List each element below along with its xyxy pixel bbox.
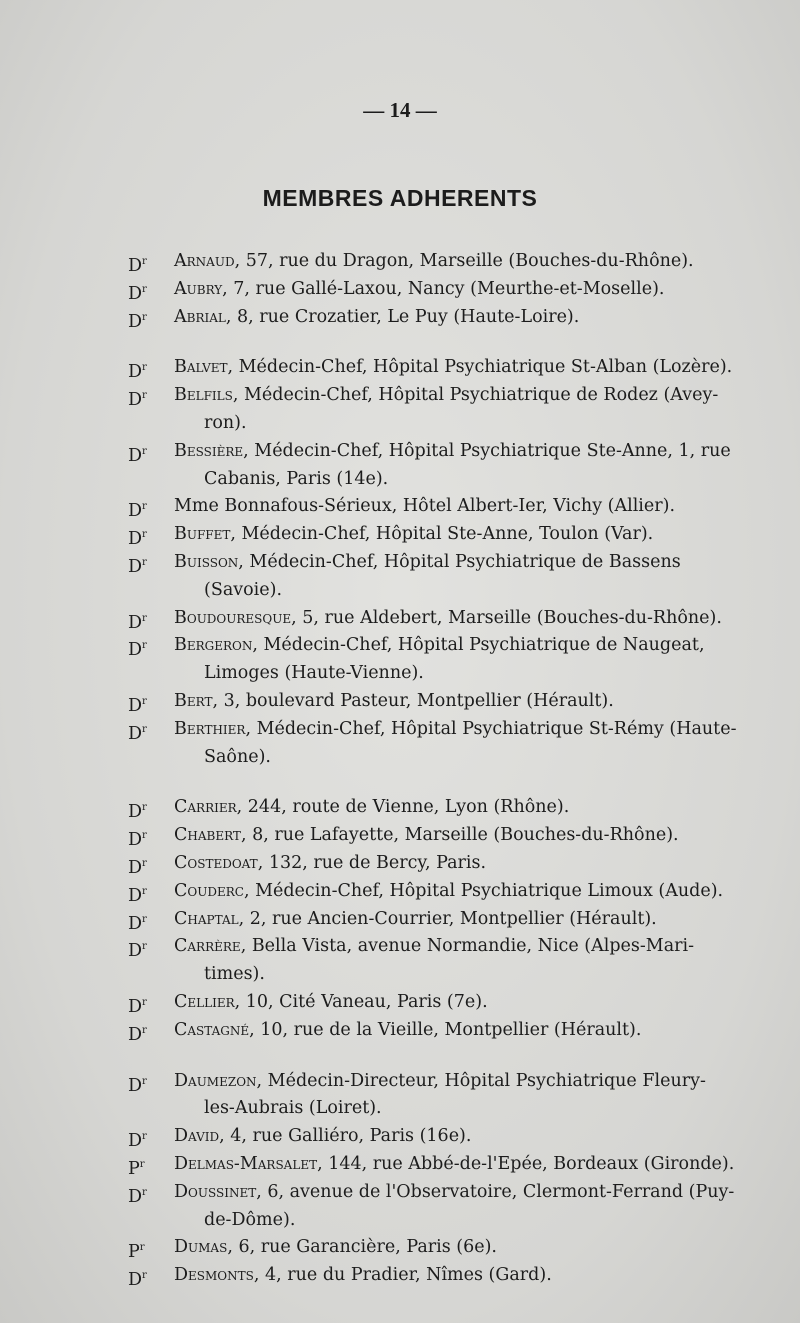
title-superscript: r bbox=[142, 612, 147, 624]
member-details: Mme Bonnafous-Sérieux, Hôtel Albert-Ier, Vichy (Allier). bbox=[174, 496, 676, 517]
member-details: , 2, rue Ancien-Courrier, Montpellier (Hérault). bbox=[238, 908, 657, 929]
title-letter: D bbox=[128, 283, 143, 304]
title-superscript: r bbox=[142, 362, 147, 374]
member-entry bbox=[128, 822, 758, 850]
member-name: Boudouresque bbox=[174, 607, 292, 628]
member-details-continued: Cabanis, Paris (14e). bbox=[204, 468, 389, 489]
member-name: Berthier bbox=[174, 718, 246, 739]
member-title bbox=[128, 304, 147, 337]
member-details-continued: (Savoie). bbox=[204, 579, 283, 600]
member-entry bbox=[128, 438, 758, 494]
title-superscript: r bbox=[142, 311, 147, 323]
member-entry bbox=[128, 933, 758, 989]
member-entry bbox=[128, 1123, 758, 1151]
title-superscript: r bbox=[142, 913, 147, 925]
member-title bbox=[128, 933, 147, 966]
title-superscript: r bbox=[142, 501, 147, 513]
title-letter: P bbox=[128, 1242, 140, 1263]
title-letter: D bbox=[128, 857, 143, 878]
title-superscript: r bbox=[142, 640, 147, 652]
member-entry bbox=[128, 989, 758, 1017]
member-entry bbox=[128, 1179, 758, 1235]
member-name: Buisson bbox=[174, 551, 239, 572]
title-superscript: r bbox=[142, 802, 147, 814]
member-details: , 8, rue Crozatier, Le Puy (Haute-Loire). bbox=[225, 306, 580, 327]
member-name: Castagné bbox=[174, 1019, 250, 1040]
page-number: — 14 — bbox=[363, 98, 437, 122]
member-title bbox=[128, 382, 147, 415]
member-entry bbox=[128, 1017, 758, 1045]
title-superscript: r bbox=[142, 1186, 147, 1198]
member-name: Balvet bbox=[174, 357, 228, 378]
title-letter: D bbox=[128, 695, 143, 716]
member-entry bbox=[128, 276, 758, 304]
member-group bbox=[128, 248, 758, 331]
member-entry bbox=[128, 354, 758, 382]
member-name: David bbox=[174, 1126, 220, 1147]
member-details: , Médecin-Chef, Hôpital Psychiatrique de Naugeat, bbox=[252, 635, 705, 656]
member-name: Doussinet bbox=[174, 1181, 257, 1202]
title-letter: D bbox=[128, 1075, 143, 1096]
member-name: Cellier bbox=[174, 991, 235, 1012]
title-letter: D bbox=[128, 529, 143, 549]
member-details-continued: Saône). bbox=[204, 746, 271, 767]
title-letter: D bbox=[128, 913, 143, 934]
member-group bbox=[128, 354, 758, 771]
member-details: , Médecin-Chef, Hôpital Psychiatrique de Rodez (Avey- bbox=[232, 385, 719, 406]
title-superscript: r bbox=[142, 996, 147, 1008]
member-entry bbox=[128, 1068, 758, 1124]
member-details: , 10, Cité Vaneau, Paris (7e). bbox=[234, 991, 488, 1012]
member-entry bbox=[128, 304, 758, 332]
member-details: , 244, route de Vienne, Lyon (Rhône). bbox=[236, 797, 570, 818]
member-entry bbox=[128, 716, 758, 772]
member-details: , 132, rue de Bercy, Paris. bbox=[257, 852, 487, 873]
title-letter: D bbox=[128, 255, 143, 276]
member-details: , 5, rue Aldebert, Marseille (Bouches-du-Rhône). bbox=[291, 607, 722, 628]
member-entry bbox=[128, 248, 758, 276]
title-letter: D bbox=[128, 723, 143, 744]
member-title bbox=[128, 1262, 147, 1295]
member-entry bbox=[128, 850, 758, 878]
title-superscript: r bbox=[142, 941, 147, 953]
member-name: Bert bbox=[174, 690, 213, 711]
member-entry bbox=[128, 1151, 758, 1179]
member-details: , 57, rue du Dragon, Marseille (Bouches-du-Rhône). bbox=[234, 251, 694, 271]
member-title bbox=[128, 1068, 147, 1101]
member-details-continued: les-Aubrais (Loiret). bbox=[204, 1098, 382, 1119]
member-details: , 8, rue Lafayette, Marseille (Bouches-du-Rhône). bbox=[240, 825, 679, 846]
member-title bbox=[128, 716, 147, 749]
member-entry bbox=[128, 794, 758, 822]
member-name: Couderc bbox=[174, 880, 244, 901]
member-title bbox=[128, 1179, 147, 1212]
member-details: , Médecin-Chef, Hôpital Psychiatrique St-Rémy (Haute- bbox=[245, 718, 737, 739]
title-letter: D bbox=[128, 996, 143, 1017]
member-entry bbox=[128, 605, 758, 633]
title-superscript: r bbox=[142, 390, 147, 402]
member-details: , 7, rue Gallé-Laxou, Nancy (Meurthe-et-Moselle). bbox=[222, 278, 665, 299]
member-details: , Médecin-Chef, Hôpital Ste-Anne, Toulon (Var). bbox=[230, 524, 654, 545]
member-group bbox=[128, 1068, 758, 1290]
member-title bbox=[128, 549, 147, 582]
member-details: , 10, rue de la Vieille, Montpellier (Hérault). bbox=[249, 1019, 642, 1040]
member-details: , Médecin-Chef, Hôpital Psychiatrique St-Alban (Lozère). bbox=[227, 357, 733, 378]
member-name: Chabert bbox=[174, 825, 241, 846]
member-entry bbox=[128, 521, 758, 549]
title-letter: D bbox=[128, 445, 143, 466]
member-details: , 3, boulevard Pasteur, Montpellier (Hérault). bbox=[212, 690, 614, 711]
member-details: , Médecin-Directeur, Hôpital Psychiatrique Fleury- bbox=[256, 1070, 706, 1091]
member-title bbox=[128, 632, 147, 665]
member-name: Daumezon bbox=[174, 1070, 257, 1091]
title-letter: D bbox=[128, 501, 143, 522]
title-superscript: r bbox=[142, 1075, 147, 1087]
title-letter: D bbox=[128, 829, 143, 850]
member-group bbox=[128, 794, 758, 1044]
member-entry bbox=[128, 1262, 758, 1290]
member-details-continued: de-Dôme). bbox=[204, 1209, 296, 1230]
member-details: , 6, avenue de l'Observatoire, Clermont-Ferrand (Puy- bbox=[256, 1181, 735, 1202]
title-letter: D bbox=[128, 556, 143, 577]
title-superscript: r bbox=[139, 1242, 145, 1254]
title-letter: D bbox=[128, 612, 143, 633]
title-superscript: r bbox=[142, 830, 147, 842]
member-details: , 4, rue Galliéro, Paris (16e). bbox=[219, 1126, 472, 1147]
member-entry bbox=[128, 688, 758, 716]
member-details: , Médecin-Chef, Hôpital Psychiatrique Ste-Anne, 1, rue bbox=[243, 440, 731, 461]
member-details-continued: ron). bbox=[204, 412, 247, 433]
title-superscript: r bbox=[142, 857, 147, 869]
member-name: Dumas bbox=[174, 1237, 228, 1258]
member-entry bbox=[128, 1234, 758, 1262]
title-letter: D bbox=[128, 640, 143, 661]
member-list bbox=[128, 248, 758, 1313]
member-title bbox=[128, 1017, 147, 1050]
member-name: Buffet bbox=[174, 524, 231, 545]
title-letter: D bbox=[128, 1130, 143, 1151]
member-entry bbox=[128, 906, 758, 934]
member-name: Chaptal bbox=[174, 908, 239, 929]
title-superscript: r bbox=[142, 885, 147, 897]
member-name: Bessière bbox=[174, 440, 244, 461]
member-details: , 144, rue Abbé-de-l'Epée, Bordeaux (Gironde). bbox=[317, 1153, 735, 1174]
title-superscript: r bbox=[142, 556, 147, 568]
title-letter: P bbox=[128, 1158, 140, 1179]
member-name: Delmas-Marsalet bbox=[174, 1153, 318, 1174]
title-letter: D bbox=[128, 1186, 143, 1207]
title-letter: D bbox=[128, 941, 143, 962]
member-details-continued: Limoges (Haute-Vienne). bbox=[204, 663, 424, 684]
member-entry bbox=[128, 632, 758, 688]
member-details: , Médecin-Chef, Hôpital Psychiatrique de Bassens bbox=[238, 551, 681, 572]
title-superscript: r bbox=[142, 445, 147, 457]
title-superscript: r bbox=[142, 723, 147, 735]
title-superscript: r bbox=[142, 283, 147, 295]
member-entry bbox=[128, 493, 758, 521]
member-name: Bergeron bbox=[174, 635, 253, 656]
title-superscript: r bbox=[142, 256, 147, 267]
title-letter: D bbox=[128, 1024, 143, 1045]
title-letter: D bbox=[128, 362, 143, 383]
member-entry bbox=[128, 878, 758, 906]
member-details: , 4, rue du Pradier, Nîmes (Gard). bbox=[253, 1265, 552, 1286]
title-superscript: r bbox=[142, 695, 147, 707]
member-name: Arnaud bbox=[174, 251, 235, 271]
title-letter: D bbox=[128, 390, 143, 411]
member-details: , Médecin-Chef, Hôpital Psychiatrique Limoux (Aude). bbox=[243, 880, 724, 901]
member-name: Aubry bbox=[174, 278, 223, 299]
member-title bbox=[128, 438, 147, 471]
title-superscript: r bbox=[139, 1158, 145, 1170]
title-letter: D bbox=[128, 311, 143, 332]
member-entry bbox=[128, 382, 758, 438]
member-details: , 6, rue Garancière, Paris (6e). bbox=[227, 1237, 497, 1258]
member-details-continued: times). bbox=[204, 964, 265, 985]
member-name: Costedoat bbox=[174, 852, 258, 873]
title-superscript: r bbox=[142, 1131, 147, 1143]
member-name: Abrial bbox=[174, 306, 226, 327]
member-name: Desmonts bbox=[174, 1265, 254, 1286]
member-name: Carrier bbox=[174, 797, 237, 818]
member-name: Belfils bbox=[174, 385, 233, 406]
member-name: Carrère bbox=[174, 936, 241, 957]
title-superscript: r bbox=[142, 529, 147, 541]
title-superscript: r bbox=[142, 1270, 147, 1282]
title-superscript: r bbox=[142, 1024, 147, 1036]
member-entry bbox=[128, 549, 758, 605]
title-letter: D bbox=[128, 802, 143, 823]
section-heading: MEMBRES ADHERENTS bbox=[262, 185, 538, 211]
title-letter: D bbox=[128, 1269, 143, 1290]
member-details: , Bella Vista, avenue Normandie, Nice (Alpes-Mari- bbox=[240, 936, 695, 957]
title-letter: D bbox=[128, 885, 143, 906]
